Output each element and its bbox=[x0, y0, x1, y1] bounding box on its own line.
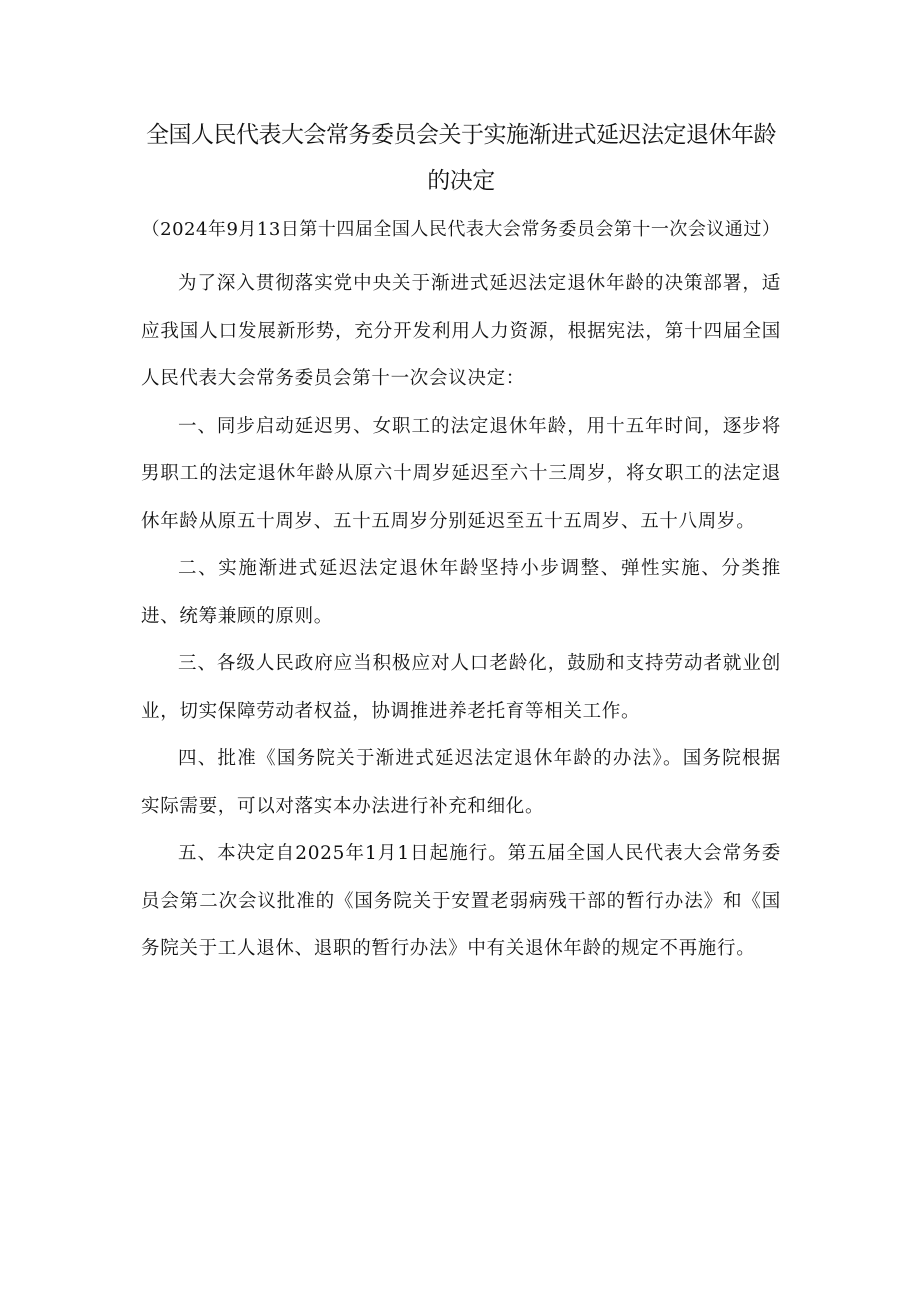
article-1: 一、同步启动延迟男、女职工的法定退休年龄，用十五年时间，逐步将男职工的法定退休年龄从原六十周岁延迟至六十三周岁，将女职工的法定退休年龄从原五十周岁、五十五周岁分别延迟至五十五周岁、五十八周岁。 bbox=[141, 415, 781, 532]
article-3: 三、各级人民政府应当积极应对人口老龄化，鼓励和支持劳动者就业创业，切实保障劳动者权益，协调推进养老托育等相关工作。 bbox=[141, 653, 781, 722]
article-5: 五、本决定自2025年1月1日起施行。第五届全国人民代表大会常务委员会第二次会议批准的《国务院关于安置老弱病残干部的暂行办法》和《国务院关于工人退休、退职的暂行办法》中有关退休年龄的规定不再施行。 bbox=[141, 843, 781, 959]
document-page bbox=[141, 112, 781, 973]
article-2: 二、实施渐进式延迟法定退休年龄坚持小步调整、弹性实施、分类推进、统筹兼顾的原则。 bbox=[141, 558, 781, 627]
document-subtitle: （2024年9月13日第十四届全国人民代表大会常务委员会第十一次会议通过） bbox=[141, 219, 781, 240]
document-title: 全国人民代表大会常务委员会关于实施渐进式延迟法定退休年龄的决定 bbox=[146, 122, 776, 194]
article-4: 四、批准《国务院关于渐进式延迟法定退休年龄的办法》。国务院根据实际需要，可以对落实本办法进行补充和细化。 bbox=[141, 748, 781, 817]
preamble-paragraph: 为了深入贯彻落实党中央关于渐进式延迟法定退休年龄的决策部署，适应我国人口发展新形势，充分开发利用人力资源，根据宪法，第十四届全国人民代表大会常务委员会第十一次会议决定： bbox=[141, 273, 781, 389]
